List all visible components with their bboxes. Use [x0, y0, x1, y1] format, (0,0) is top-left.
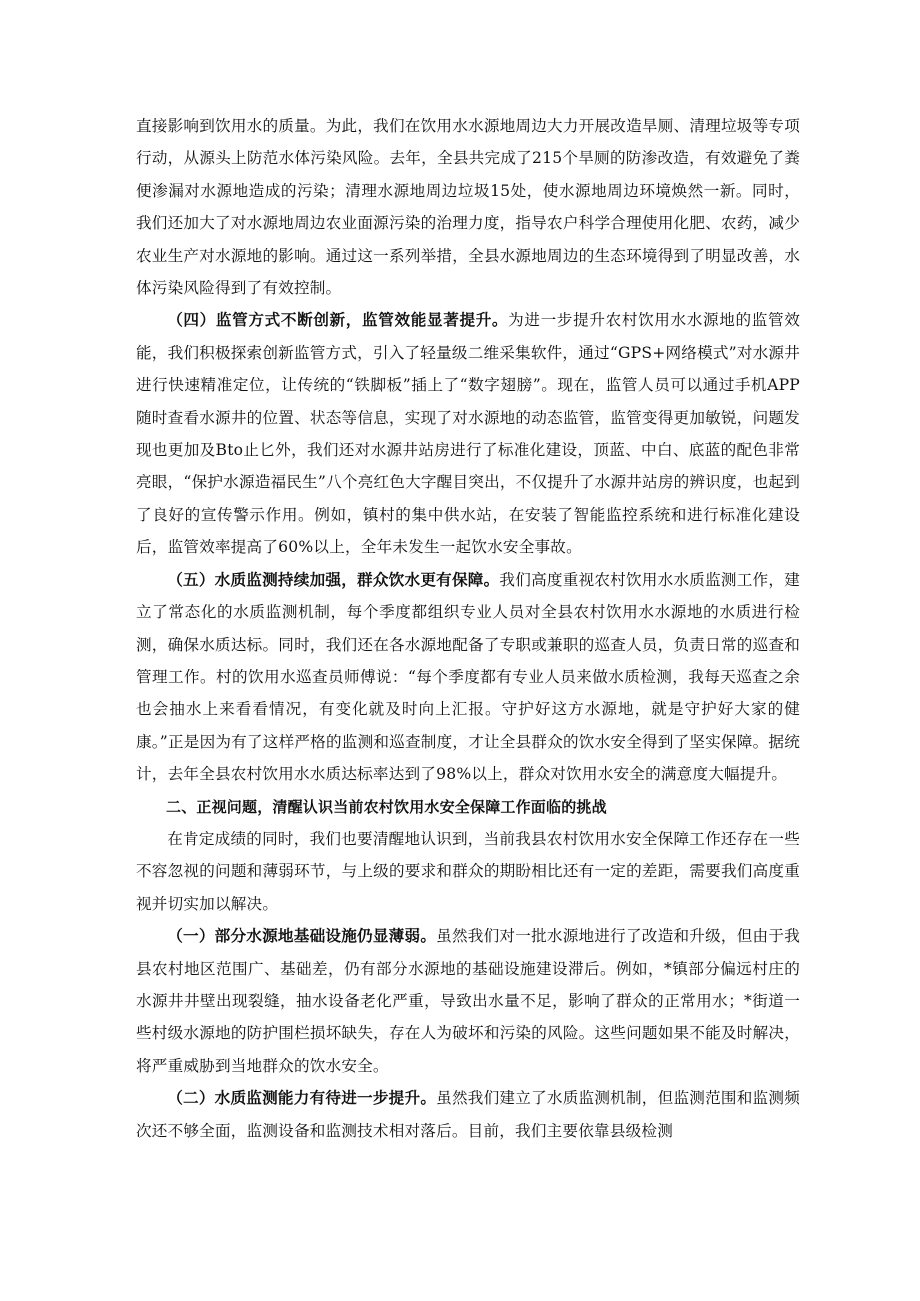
paragraph-intro	[136, 823, 800, 920]
paragraph-continuation	[136, 110, 800, 304]
paragraph-infrastructure	[136, 920, 800, 1082]
section-title: 二、正视问题，清醒认识当前农村饮用水安全保障工作面临的挑战	[166, 797, 607, 816]
document-page	[136, 110, 800, 1147]
paragraph-heading: （一）部分水源地基础设施仍显薄弱。	[167, 926, 437, 946]
paragraph-text: 在肯定成绩的同时，我们也要清醒地认识到，当前我县农村饮用水安全保障工作还存在一些不容忽视的问题和薄弱环节，与上级的要求和群众的期盼相比还有一定的差距，需要我们高度重视并切实加以解决。	[136, 829, 800, 913]
paragraph-heading: （五）水质监测持续加强，群众饮水更有保障。	[167, 569, 500, 589]
paragraph-text: 虽然我们对一批水源地进行了改造和升级，但由于我县农村地区范围广、基础差，仍有部分水源地的基础设施建设滞后。例如，*镇部分偏远村庄的水源井井壁出现裂缝，抽水设备老化严重，导致出水量不足，影响了群众的正常用水；*街道一些村级水源地的防护围栏损坏缺失，存在人为破坏和污染的风险。这些问题如果不能及时解决，将严重威胁到当地群众的饮水安全。	[136, 927, 800, 1075]
paragraph-monitoring	[136, 1082, 800, 1147]
paragraph-heading: （二）水质监测能力有待进一步提升。	[167, 1088, 437, 1108]
paragraph-text: 我们高度重视农村饮用水水质监测工作，建立了常态化的水质监测机制，每个季度都组织专业人员对全县农村饮用水水源地的水质进行检测，确保水质达标。同时，我们还在各水源地配备了专职或兼职的巡查人员，负责日常的巡查和管理工作。村的饮用水巡查员师傅说：“每个季度都有专业人员来做水质检测，我每天巡查之余也会抽水上来看看情况，有变化就及时向上汇报。守护好这方水源地，就是守护好大家的健康。”正是因为有了这样严格的监测和巡查制度，才让全县群众的饮水安全得到了坚实保障。据统计，去年全县农村饮用水水质达标率达到了98%以上，群众对饮用水安全的满意度大幅提升。	[136, 570, 800, 784]
paragraph-supervision	[136, 304, 800, 563]
paragraph-water-quality	[136, 564, 800, 791]
paragraph-text: 虽然我们建立了水质监测机制，但监测范围和监测频次还不够全面，监测设备和监测技术相对落后。目前，我们主要依靠县级检测	[136, 1089, 800, 1140]
paragraph-text: 直接影响到饮用水的质量。为此，我们在饮用水水源地周边大力开展改造旱厕、清理垃圾等专项行动，从源头上防范水体污染风险。去年，全县共完成了215个旱厕的防渗改造，有效避免了粪便渗漏对水源地造成的污染；清理水源地周边垃圾15处，使水源地周边环境焕然一新。同时，我们还加大了对水源地周边农业面源污染的治理力度，指导农户科学合理使用化肥、农药，减少农业生产对水源地的影响。通过这一系列举措，全县水源地周边的生态环境得到了明显改善，水体污染风险得到了有效控制。	[136, 117, 800, 298]
paragraph-text: 为进一步提升农村饮用水水源地的监管效能，我们积极探索创新监管方式，引入了轻量级二维采集软件，通过“GPS+网络模式”对水源井进行快速精准定位，让传统的“铁脚板”插上了“数字翅膀”。现在，监管人员可以通过手机APP随时查看水源井的位置、状态等信息，实现了对水源地的动态监管，监管变得更加敏锐，问题发现也更加及Bto止匕外，我们还对水源井站房进行了标准化建设，顶蓝、中白、底蓝的配色非常亮眼，“保护水源造福民生”八个亮红色大字醒目突出，不仅提升了水源井站房的辨识度，也起到了良好的宣传警示作用。例如，镇村的集中供水站，在安装了智能监控系统和进行标准化建设后，监管效率提高了60%以上，全年未发生一起饮水安全事故。	[136, 311, 801, 557]
paragraph-heading: （四）监管方式不断创新，监管效能显著提升。	[167, 310, 509, 330]
